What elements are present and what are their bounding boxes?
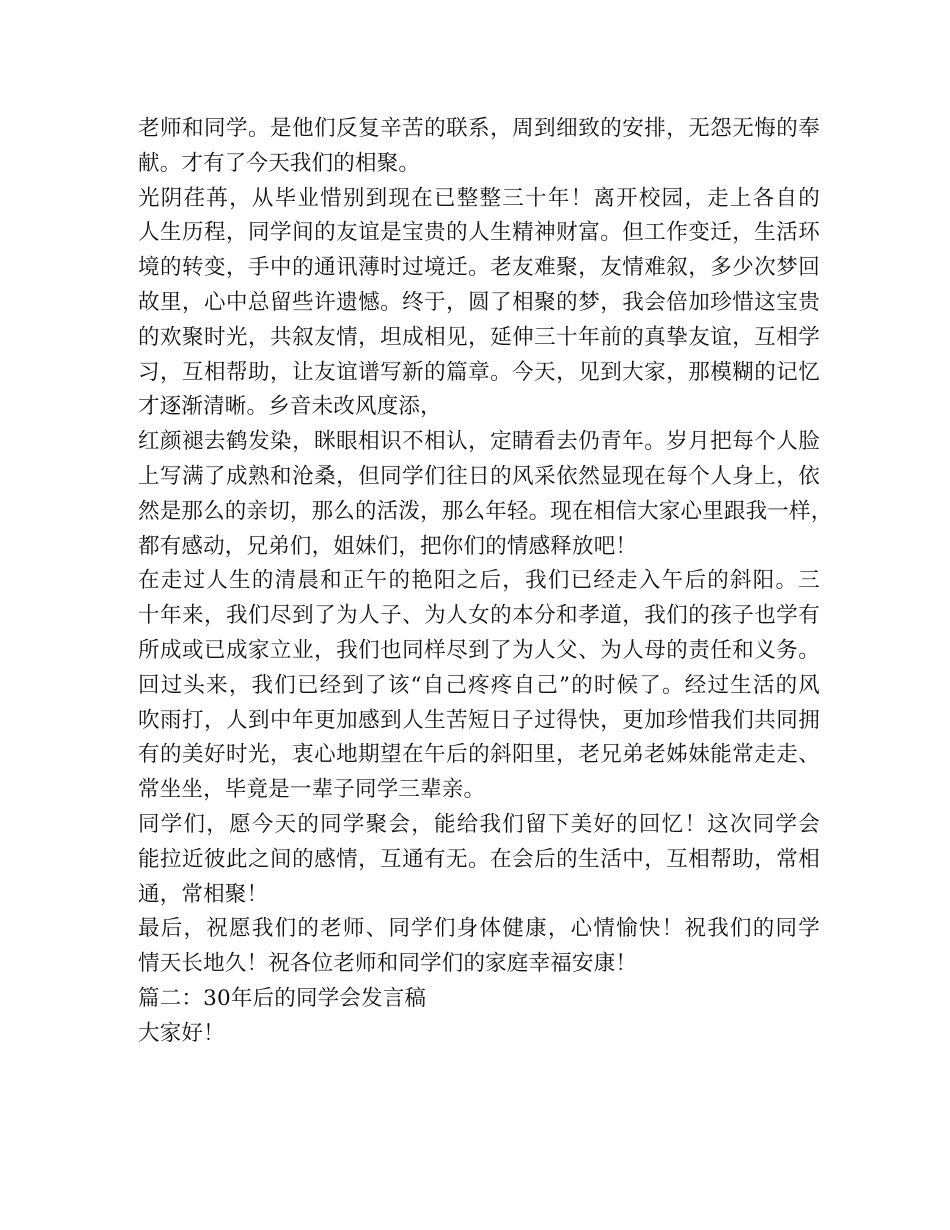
text-line: 故里，心中总留些许遗憾。终于，圆了相聚的梦，我会倍加珍惜这宝贵	[138, 289, 820, 315]
text-line: 的欢聚时光，共叙友情，坦成相见，延伸三十年前的真挚友谊，互相学	[138, 324, 820, 350]
text-line: 红颜褪去鹤发染，眯眼相识不相认，定睛看去仍青年。岁月把每个人脸	[138, 429, 820, 455]
text-line: 都有感动，兄弟们，姐妹们，把你们的情感释放吧！	[138, 533, 638, 559]
text-line: 大家好！	[138, 1020, 225, 1046]
text-line: 献。才有了今天我们的相聚。	[138, 150, 421, 176]
text-line: 人生历程，同学间的友谊是宝贵的人生精神财富。但工作变迁，生活环	[138, 220, 820, 246]
text-line: 然是那么的亲切，那么的活泼，那么年轻。现在相信大家心里跟我一样，	[138, 498, 833, 524]
document-body	[138, 112, 833, 1052]
text-line: 光阴荏苒，从毕业惜别到现在已整整三十年！离开校园，走上各自的	[138, 185, 820, 211]
text-line: 吹雨打，人到中年更加感到人生苦短日子过得快，更加珍惜我们共同拥	[138, 707, 820, 733]
text-line: 习，互相帮助，让友谊谱写新的篇章。今天，见到大家，那模糊的记忆	[138, 359, 820, 385]
text-line: 老师和同学。是他们反复辛苦的联系，周到细致的安排，无怨无悔的奉	[138, 116, 820, 141]
text-line: 回过头来，我们已经到了该“自己疼疼自己”的时候了。经过生活的风	[138, 672, 820, 698]
text-line: 有的美好时光，衷心地期望在午后的斜阳里，老兄弟老姊妹能常走走、	[138, 742, 820, 768]
text-line: 十年来，我们尽到了为人子、为人女的本分和孝道，我们的孩子也学有	[138, 603, 820, 629]
text-line: 能拉近彼此之间的感情，互通有无。在会后的生活中，互相帮助，常相	[138, 846, 820, 872]
text-line: 通，常相聚！	[138, 881, 269, 907]
text-line: 所成或已成家立业，我们也同样尽到了为人父、为人母的责任和义务。	[138, 637, 820, 663]
text-line: 上写满了成熟和沧桑，但同学们往日的风采依然显现在每个人身上，依	[138, 463, 820, 489]
text-line: 在走过人生的清晨和正午的艳阳之后，我们已经走入午后的斜阳。三	[138, 568, 820, 594]
text-line: 境的转变，手中的通讯薄时过境迁。老友难聚，友情难叙，多少次梦回	[138, 255, 820, 281]
text-line: 情天长地久！祝各位老师和同学们的家庭幸福安康！	[138, 951, 638, 977]
text-line: 同学们，愿今天的同学聚会，能给我们留下美好的回忆！这次同学会	[138, 811, 820, 837]
text-line: 常坐坐，毕竟是一辈子同学三辈亲。	[138, 777, 486, 803]
text-line: 才逐渐清晰。乡音未改风度添，	[138, 394, 442, 420]
text-line: 最后，祝愿我们的老师、同学们身体健康，心情愉快！祝我们的同学	[138, 916, 820, 942]
section-heading: 篇二：30年后的同学会发言稿	[138, 985, 427, 1011]
